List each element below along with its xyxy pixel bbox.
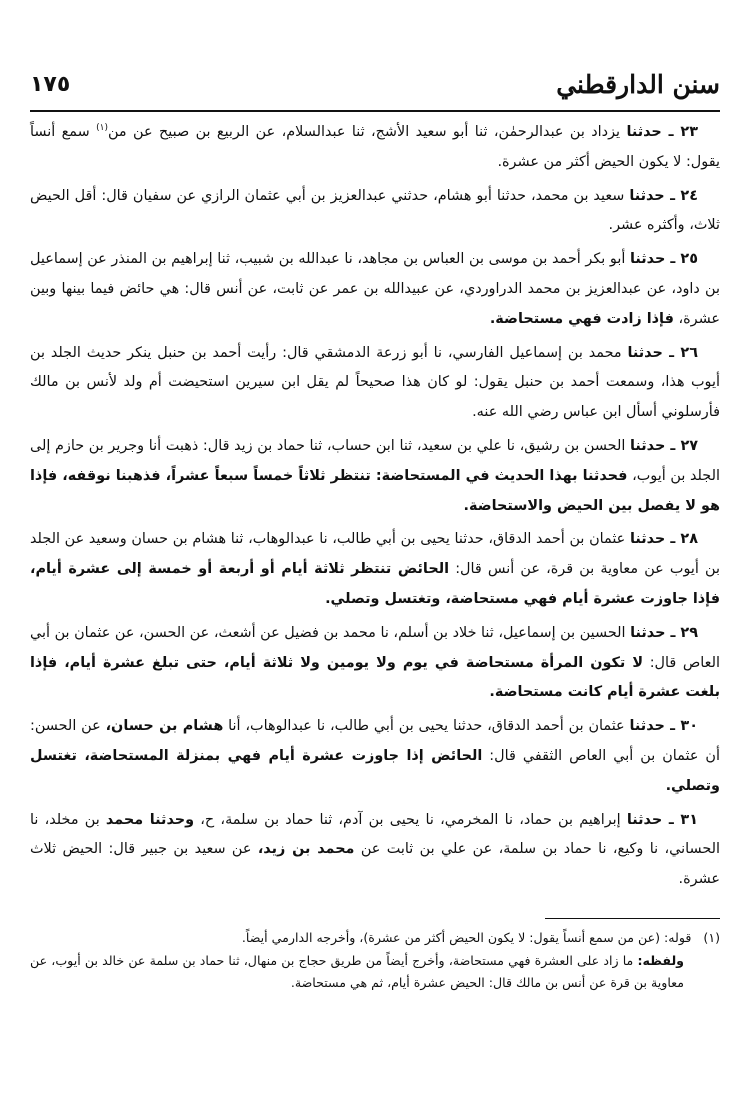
hadith-text: عن سعيد بن جبير قال: الحيض ثلاث عشرة. bbox=[30, 841, 720, 888]
hadith-text: أبو بكر أحمد بن موسى بن العباس بن مجاهد، نا عبدالله بن شبيب، ثنا إبراهيم بن المنذر عن إسماعيل بن داود، عن عبدالعزيز بن محمد الدراوردي، عن عبيدالله بن عمر عن ثابت، عن أنس قال: هي حائض فيما بينها وبين عشرة، bbox=[30, 251, 720, 327]
hadith-text: عثمان بن أحمد الدقاق، حدثنا يحيى بن أبي طالب، نا عبدالوهاب، أنا bbox=[223, 718, 630, 735]
hadith-31 bbox=[30, 806, 720, 895]
hadith-number: ٢٦ ـ حدثنا bbox=[627, 344, 698, 361]
hadith-text-bold: فحدثنا بهذا الحديث في المستحاضة: تنتظر ثلاثاً خمساً سبعاً عشراً، فذهبنا نوقفه، فإذا هو لا يفصل بين الحيض والاستحاضة. bbox=[30, 467, 720, 514]
hadith-text-bold: وحدثنا محمد bbox=[105, 811, 195, 828]
hadith-number: ٢٧ ـ حدثنا bbox=[629, 437, 699, 454]
footnote-ref[interactable]: (١) bbox=[96, 123, 108, 134]
book-title: سنن الدارقطني bbox=[556, 69, 720, 99]
footnote bbox=[30, 927, 720, 995]
hadith-text: محمد بن إسماعيل الفارسي، نا أبو زرعة الدمشقي قال: رأيت أحمد بن حنبل ينكر حديث الجلد بن أيوب هذا، وسمعت أحمد بن حنبل يقول: لو كان هذا صحيحاً لم يقل ابن سيرين استحيضت أم ولد لأنس بن مالك فأرسلوني أسأل ابن عباس رضي الله عنه. bbox=[30, 344, 720, 421]
hadith-number: ٢٣ ـ حدثنا bbox=[626, 124, 698, 140]
footnote-label: ولفظه: bbox=[637, 952, 684, 968]
hadith-text-bold: فإذا زادت فهي مستحاضة. bbox=[489, 310, 674, 327]
hadith-text: إبراهيم بن حماد، نا المخرمي، نا يحيى بن آدم، ثنا حماد بن سلمة، ح، bbox=[194, 811, 627, 828]
footnote-line bbox=[30, 927, 720, 950]
hadith-27 bbox=[30, 432, 720, 521]
main-text bbox=[30, 118, 720, 899]
hadith-text: سعيد بن محمد، حدثنا أبو هشام، حدثني عبدالعزيز بن أبي عثمان الرازي عن سفيان قال: أقل الحيض ثلاث، وأكثره عشر. bbox=[30, 187, 720, 234]
hadith-26 bbox=[30, 339, 720, 428]
hadith-28 bbox=[30, 525, 720, 614]
footnote-text: ما زاد على العشرة فهي مستحاضة، وأخرج أيضاً من طريق حجاج بن منهال، ثنا حماد بن سلمة عن خالد بن أيوب، عن معاوية بن قرة عن أنس بن مالك قال: الحيض عشرة أيام، ثم هي مستحاضة. bbox=[30, 952, 684, 990]
hadith-25 bbox=[30, 245, 720, 334]
page-number: ١٧٥ bbox=[30, 71, 71, 97]
hadith-text: الحسن بن رشيق، نا علي بن سعيد، ثنا ابن حساب، ثنا حماد بن زيد قال: ذهبت أنا وجرير بن حازم إلى الجلد بن أيوب، bbox=[30, 437, 720, 484]
hadith-text: عن الحسن: أن عثمان بن أبي العاص الثقفي قال: bbox=[30, 718, 720, 764]
hadith-text-bold: هشام بن حسان، bbox=[105, 718, 224, 735]
hadith-text: يزداد بن عبدالرحمٰن، ثنا أبو سعيد الأشج، ثنا عبدالسلام، عن الربيع بن صبيح عن من bbox=[107, 124, 627, 140]
hadith-number: ٢٨ ـ حدثنا bbox=[629, 531, 698, 548]
hadith-30 bbox=[30, 712, 720, 801]
hadith-text-bold: لا تكون المرأة مستحاضة في يوم ولا يومين ولا ثلاثة أيام، حتى تبلغ عشرة أيام، فإذا بلغت عشرة أيام كانت مستحاضة. bbox=[30, 654, 720, 701]
page-header bbox=[30, 62, 720, 106]
hadith-24 bbox=[30, 182, 720, 242]
hadith-text: عثمان بن أحمد الدقاق، حدثنا يحيى بن أبي طالب، نا عبدالوهاب، ثنا هشام بن حسان وسعيد عن الجلد بن أيوب عن معاوية بن قرة، عن أنس قال: bbox=[30, 531, 720, 578]
hadith-number: ٢٥ ـ حدثنا bbox=[630, 251, 698, 268]
hadith-text-bold: محمد بن زيد، bbox=[257, 841, 355, 858]
header-divider bbox=[30, 110, 720, 112]
hadith-text: بن مخلد، نا الحساني، نا وكيع، نا حماد بن سلمة، عن علي بن ثابت عن bbox=[30, 811, 720, 858]
hadith-number: ٣٠ ـ حدثنا bbox=[629, 718, 698, 735]
footnote-continuation bbox=[30, 950, 720, 995]
footnote-divider bbox=[545, 918, 720, 919]
hadith-text-bold: الحائض إذا جاوزت عشرة أيام فهي بمنزلة المستحاضة، تغتسل وتصلي. bbox=[30, 747, 720, 794]
hadith-number: ٣١ ـ حدثنا bbox=[626, 811, 698, 828]
hadith-text: سمع أنساً يقول: لا يكون الحيض أكثر من عشرة. bbox=[30, 124, 720, 170]
footnote-text: قوله: (عن من سمع أنساً يقول: لا يكون الحيض أكثر من عشرة)، وأخرجه الدارمي أيضاً. bbox=[241, 930, 692, 945]
hadith-text-bold: الحائض تنتظر ثلاثة أيام أو أربعة أو خمسة إلى عشرة أيام، فإذا جاوزت عشرة أيام فهي مستحاضة، وتغتسل وتصلي. bbox=[30, 561, 720, 607]
hadith-number: ٢٤ ـ حدثنا bbox=[629, 187, 698, 204]
hadith-23 bbox=[30, 118, 720, 178]
hadith-text: الحسين بن إسماعيل، ثنا خلاد بن أسلم، نا محمد بن فضيل عن أشعث، عن الحسن، عن عثمان بن أبي العاص قال: bbox=[30, 624, 720, 671]
hadith-number: ٢٩ ـ حدثنا bbox=[630, 624, 698, 641]
footnote-number: (١) bbox=[703, 930, 720, 945]
hadith-29 bbox=[30, 619, 720, 708]
